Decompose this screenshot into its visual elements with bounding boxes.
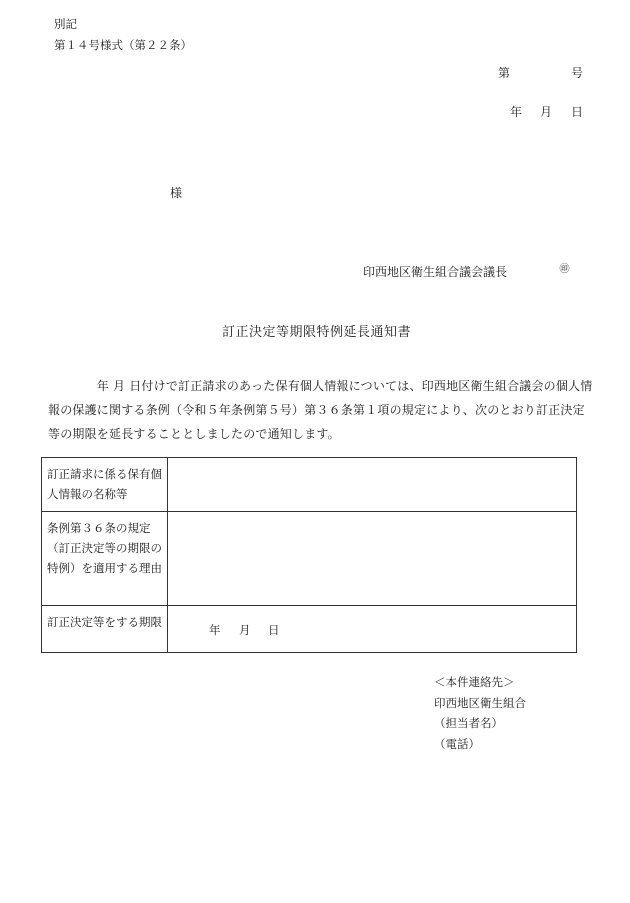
- table-label-cell: 条例第３６条の規定（訂正決定等の期限の特例）を適用する理由: [42, 512, 168, 606]
- info-table: [41, 457, 577, 653]
- table-value-cell: [168, 512, 577, 606]
- sender-name: 印西地区衛生組合議会議長: [363, 265, 508, 279]
- document-title: 訂正決定等期限特例延長通知書: [222, 325, 412, 340]
- form-number: 第１４号様式（第２２条）: [54, 38, 192, 52]
- table-row: [42, 606, 577, 653]
- table-value-cell: [168, 458, 577, 512]
- deadline-day-label: 日: [268, 623, 280, 637]
- table-label-cell: 訂正請求に係る保有個人情報の名称等: [42, 458, 168, 512]
- seal-mark-icon: ㊞: [559, 264, 570, 275]
- doc-number-prefix: 第: [498, 66, 511, 80]
- doc-number-suffix: 号: [571, 66, 584, 80]
- deadline-month-label: 月: [239, 623, 251, 637]
- contact-phone: （電話）: [434, 737, 480, 751]
- contact-header: ＜本件連絡先＞: [434, 675, 515, 689]
- contact-org: 印西地区衛生組合: [434, 696, 526, 710]
- recipient-honorific: 様: [170, 186, 183, 200]
- table-row: [42, 512, 577, 606]
- body-paragraph: 年 月 日付けで訂正請求のあった保有個人情報については、印西地区衛生組合議会の個人情報の保護に関する条例（令和５年条例第５号）第３６条第１項の規定により、次のとおり訂正決定等の期限を延長することとしましたので通知します。: [48, 379, 593, 441]
- table-label-cell: 訂正決定等をする期限: [42, 606, 168, 653]
- header-note: 別記: [54, 17, 77, 31]
- date-day-label: 日: [571, 105, 584, 119]
- date-month-label: 月: [540, 105, 553, 119]
- table-value-cell: [168, 606, 577, 653]
- contact-person: （担当者名）: [434, 716, 503, 730]
- deadline-year-label: 年: [209, 623, 221, 637]
- date-year-label: 年: [510, 105, 523, 119]
- table-row: [42, 458, 577, 512]
